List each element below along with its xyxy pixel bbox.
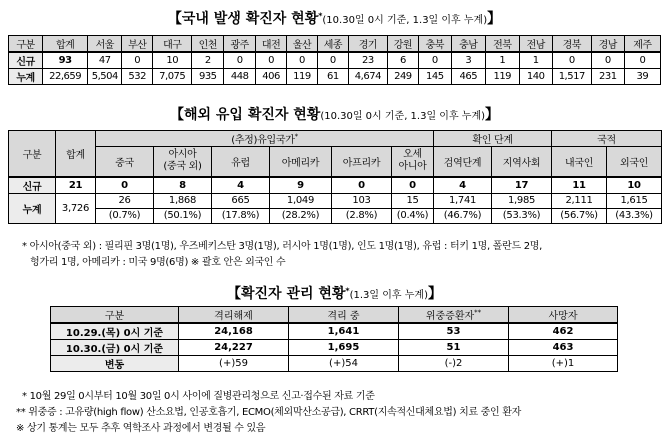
data-cell: 462 xyxy=(509,323,618,340)
data-cell: 1,517 xyxy=(552,69,591,85)
data-cell: 3 xyxy=(451,52,485,69)
header-cell: 위중증환자** xyxy=(399,307,509,324)
header-cell: 합계 xyxy=(42,36,87,53)
data-cell: 17 xyxy=(492,177,552,194)
header-oceania: 오세 아니아 xyxy=(392,147,434,177)
domestic-section-title: 【국내 발생 확진자 현황*(10.30일 0시 기준, 1.3일 이후 누계)】 xyxy=(167,11,502,27)
pct-cell: (17.8%) xyxy=(212,208,270,223)
management-header-row xyxy=(51,307,618,324)
header-cell: 부산 xyxy=(122,36,153,53)
header-cell: 울산 xyxy=(287,36,318,53)
data-cell: 140 xyxy=(519,69,552,85)
data-cell: 465 xyxy=(451,69,485,85)
data-cell: 23 xyxy=(348,52,387,69)
pct-cell: (0.7%) xyxy=(96,208,154,223)
data-cell: 0 xyxy=(256,52,287,69)
data-cell: 1,615 xyxy=(607,193,662,208)
data-cell: 9 xyxy=(270,177,332,194)
data-cell: 4 xyxy=(212,177,270,194)
header-foreigner: 외국인 xyxy=(607,147,662,177)
header-china: 중국 xyxy=(96,147,154,177)
data-cell: 0 xyxy=(418,52,451,69)
header-cell: 구분 xyxy=(51,307,179,324)
overseas-cases-table xyxy=(8,130,662,224)
data-cell: 103 xyxy=(332,193,392,208)
header-cell: 광주 xyxy=(224,36,256,53)
data-cell: 1,695 xyxy=(289,340,399,356)
header-cell: 전남 xyxy=(519,36,552,53)
pct-cell: (43.3%) xyxy=(607,208,662,223)
header-cell: 전북 xyxy=(485,36,519,53)
header-cell: 격리해제 xyxy=(179,307,289,324)
pct-cell: (28.2%) xyxy=(270,208,332,223)
data-cell: 406 xyxy=(256,69,287,85)
row-label: 누계 xyxy=(9,193,56,223)
data-cell: 26 xyxy=(96,193,154,208)
header-cell: 경기 xyxy=(348,36,387,53)
data-cell: (+)54 xyxy=(289,356,399,372)
header-cell: 경북 xyxy=(552,36,591,53)
data-cell: 11 xyxy=(552,177,607,194)
data-cell: 665 xyxy=(212,193,270,208)
data-cell: 0 xyxy=(392,177,434,194)
data-cell: 935 xyxy=(192,69,224,85)
overseas-new-row xyxy=(9,177,662,194)
data-cell: 1,741 xyxy=(434,193,492,208)
management-table xyxy=(50,306,618,372)
pct-cell: (2.8%) xyxy=(332,208,392,223)
header-cell: 세종 xyxy=(317,36,348,53)
data-cell: 0 xyxy=(96,177,154,194)
header-asia: 아시아 (중국 외) xyxy=(154,147,212,177)
row-label: 10.30.(금) 0시 기준 xyxy=(51,340,179,356)
data-cell: 2 xyxy=(192,52,224,69)
header-cell: 경남 xyxy=(591,36,624,53)
header-cell: 격리 중 xyxy=(289,307,399,324)
data-cell: 0 xyxy=(317,52,348,69)
data-cell: 0 xyxy=(624,52,660,69)
domestic-header-row xyxy=(9,36,661,53)
row-label: 신규 xyxy=(9,52,43,69)
header-cell: 제주 xyxy=(624,36,660,53)
footnote-3: ※ 상기 통계는 모두 추후 역학조사 과정에서 변경될 수 있음 xyxy=(16,423,266,434)
data-cell: 463 xyxy=(509,340,618,356)
data-cell: 10 xyxy=(153,52,192,69)
header-cell: 인천 xyxy=(192,36,224,53)
data-cell: 3,726 xyxy=(56,193,96,223)
data-cell: 0 xyxy=(224,52,256,69)
header-cell: 구분 xyxy=(9,36,43,53)
data-cell: 15 xyxy=(392,193,434,208)
overseas-group-header-row xyxy=(9,131,662,147)
domestic-cases-table xyxy=(8,35,661,85)
data-cell: 6 xyxy=(387,52,418,69)
overseas-note-line1: * 아시아(중국 외) : 필리핀 3명(1명), 우즈베키스탄 3명(1명), 러시아 1명(1명), 인도 1명(1명), 유럽 : 터키 1명, 폴란드 2명, xyxy=(22,241,543,252)
data-cell: 53 xyxy=(399,323,509,340)
row-label: 변동 xyxy=(51,356,179,372)
overseas-percent-row xyxy=(9,208,662,223)
data-cell: 61 xyxy=(317,69,348,85)
data-cell: 532 xyxy=(122,69,153,85)
data-cell: 2,111 xyxy=(552,193,607,208)
header-total: 합계 xyxy=(56,131,96,177)
row-label: 신규 xyxy=(9,177,56,194)
header-cell: 서울 xyxy=(88,36,122,53)
data-cell: 1,868 xyxy=(154,193,212,208)
data-cell: 4 xyxy=(434,177,492,194)
management-section-title: 【확진자 관리 현황*(1.3일 이후 누계)】 xyxy=(227,286,442,302)
overseas-subheader-row xyxy=(9,147,662,177)
pct-cell: (53.3%) xyxy=(492,208,552,223)
header-region-group: (추정)유입국가* xyxy=(96,131,434,147)
overseas-section-title: 【해외 유입 확진자 현황(10.30일 0시 기준, 1.3일 이후 누계)】 xyxy=(169,107,500,123)
header-cell: 충북 xyxy=(418,36,451,53)
data-cell: 4,674 xyxy=(348,69,387,85)
data-cell: 145 xyxy=(418,69,451,85)
row-label: 누계 xyxy=(9,69,43,85)
data-cell: 231 xyxy=(591,69,624,85)
overseas-cumulative-row xyxy=(9,193,662,208)
data-cell: 1 xyxy=(519,52,552,69)
pct-cell: (50.1%) xyxy=(154,208,212,223)
data-cell: 7,075 xyxy=(153,69,192,85)
data-cell: 1,985 xyxy=(492,193,552,208)
data-cell: 21 xyxy=(56,177,96,194)
data-cell: 249 xyxy=(387,69,418,85)
header-cell: 강원 xyxy=(387,36,418,53)
header-cell: 대구 xyxy=(153,36,192,53)
header-europe: 유럽 xyxy=(212,147,270,177)
overseas-note-line2: 헝가리 1명, 아메리카 : 미국 9명(6명) ※ 괄호 안은 외국인 수 xyxy=(30,257,286,268)
pct-cell: (46.7%) xyxy=(434,208,492,223)
header-gubun: 구분 xyxy=(9,131,56,177)
data-cell: 24,168 xyxy=(179,323,289,340)
domestic-cumulative-row xyxy=(9,69,661,85)
management-row xyxy=(51,323,618,340)
data-cell: 22,659 xyxy=(42,69,87,85)
data-cell: 5,504 xyxy=(88,69,122,85)
management-change-row xyxy=(51,356,618,372)
data-cell: (-)2 xyxy=(399,356,509,372)
data-cell: 0 xyxy=(591,52,624,69)
data-cell: 24,227 xyxy=(179,340,289,356)
data-cell: 51 xyxy=(399,340,509,356)
header-nation-group: 국적 xyxy=(552,131,662,147)
data-cell: 8 xyxy=(154,177,212,194)
pct-cell: (0.4%) xyxy=(392,208,434,223)
pct-cell: (56.7%) xyxy=(552,208,607,223)
header-community: 지역사회 xyxy=(492,147,552,177)
data-cell: 0 xyxy=(287,52,318,69)
header-africa: 아프리카 xyxy=(332,147,392,177)
data-cell: 1 xyxy=(485,52,519,69)
data-cell: 1,641 xyxy=(289,323,399,340)
data-cell: 0 xyxy=(332,177,392,194)
header-cell: 대전 xyxy=(256,36,287,53)
data-cell: 0 xyxy=(552,52,591,69)
data-cell: 448 xyxy=(224,69,256,85)
row-label: 10.29.(목) 0시 기준 xyxy=(51,323,179,340)
data-cell: 119 xyxy=(287,69,318,85)
data-cell: 0 xyxy=(122,52,153,69)
data-cell: (+)1 xyxy=(509,356,618,372)
domestic-new-row xyxy=(9,52,661,69)
footnote-1: * 10월 29일 0시부터 10월 30일 0시 사이에 질병관리청으로 신고·접수된 자료 기준 xyxy=(22,391,375,402)
data-cell: 47 xyxy=(88,52,122,69)
header-cell: 충남 xyxy=(451,36,485,53)
management-row xyxy=(51,340,618,356)
data-cell: 10 xyxy=(607,177,662,194)
footnote-2: ** 위중증 : 고유량(high flow) 산소요법, 인공호흡기, ECMO(체외막산소공급), CRRT(지속적신대체요법) 치료 중인 환자 xyxy=(16,407,521,418)
header-americas: 아메리카 xyxy=(270,147,332,177)
data-cell: 119 xyxy=(485,69,519,85)
header-stage-group: 확인 단계 xyxy=(434,131,552,147)
header-cell: 사망자 xyxy=(509,307,618,324)
data-cell: (+)59 xyxy=(179,356,289,372)
header-quarantine: 검역단계 xyxy=(434,147,492,177)
header-korean: 내국인 xyxy=(552,147,607,177)
data-cell: 1,049 xyxy=(270,193,332,208)
data-cell: 93 xyxy=(42,52,87,69)
data-cell: 39 xyxy=(624,69,660,85)
